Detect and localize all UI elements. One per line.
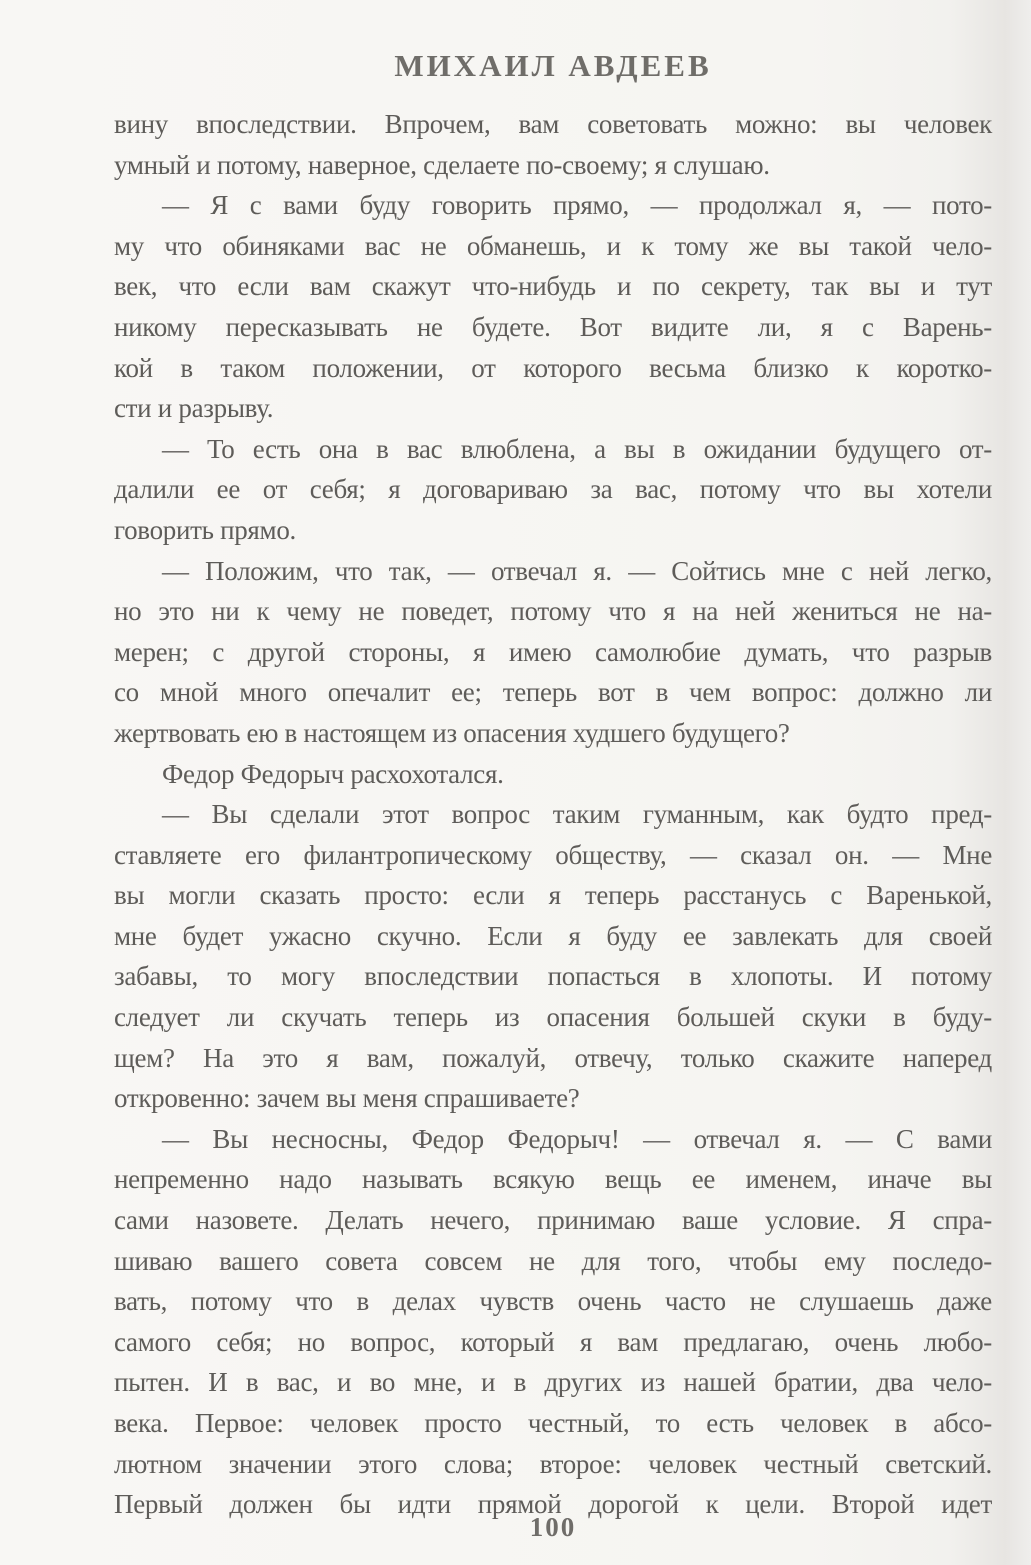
text-line: самого себя; но вопрос, который я вам предлагаю, очень любо- bbox=[114, 1326, 992, 1357]
text-line: мерен; с другой стороны, я имею самолюбие думать, что разрыв bbox=[114, 636, 992, 667]
text-line: со мной много опечалит ее; теперь вот в чем вопрос: должно ли bbox=[114, 677, 992, 708]
text-line: вину впоследствии. Впрочем, вам советовать можно: вы человек bbox=[114, 109, 992, 139]
text-line: Федор Федорыч расхохотался. bbox=[162, 758, 504, 789]
text-line: пытен. И в вас, и во мне, и в других из нашей братии, два чело- bbox=[114, 1367, 992, 1398]
text-line: лютном значении этого слова; второе: человек честный светский. bbox=[114, 1448, 992, 1479]
text-line: жертвовать ею в настоящем из опасения худшего будущего? bbox=[114, 717, 790, 748]
text-line: века. Первое: человек просто честный, то есть человек в абсо- bbox=[114, 1408, 992, 1438]
text-line: ставляете его филантропическому обществу, — сказал он. — Мне bbox=[114, 839, 992, 870]
text-line: забавы, то могу впоследствии попасться в хлопоты. И потому bbox=[114, 961, 992, 992]
text-column bbox=[114, 0, 992, 1565]
text-line: говорить прямо. bbox=[114, 514, 296, 545]
text-line: но это ни к чему не поведет, потому что я на ней жениться не на- bbox=[114, 596, 992, 627]
text-line: — То есть она в вас влюблена, а вы в ожидании будущего от- bbox=[162, 433, 992, 464]
text-line: — Я с вами буду говорить прямо, — продолжал я, — пото- bbox=[162, 190, 992, 221]
text-line: Первый должен бы идти прямой дорогой к цели. Второй идет bbox=[114, 1489, 992, 1520]
text-line: щем? На это я вам, пожалуй, отвечу, только скажите наперед bbox=[114, 1042, 992, 1073]
body-text bbox=[114, 104, 992, 1525]
text-line: непременно надо называть всякую вещь ее именем, иначе вы bbox=[114, 1164, 992, 1195]
text-line: — Вы сделали этот вопрос таким гуманным, как будто пред- bbox=[162, 799, 992, 830]
text-line: следует ли скучать теперь из опасения большей скуки в буду- bbox=[114, 1002, 992, 1033]
text-line: откровенно: зачем вы меня спрашиваете? bbox=[114, 1083, 580, 1114]
text-line: сами назовете. Делать нечего, принимаю ваше условие. Я спра- bbox=[114, 1205, 992, 1236]
text-line: сти и разрыву. bbox=[114, 393, 274, 424]
text-line: — Положим, что так, — отвечал я. — Сойтись мне с ней легко, bbox=[162, 555, 992, 586]
text-line: мне будет ужасно скучно. Если я буду ее завлекать для своей bbox=[114, 920, 992, 951]
text-line: му что обиняками вас не обманешь, и к тому же вы такой чело- bbox=[114, 230, 992, 261]
text-line: шиваю вашего совета совсем не для того, чтобы ему последо- bbox=[114, 1245, 992, 1276]
text-line: вы могли сказать просто: если я теперь расстанусь с Варенькой, bbox=[114, 880, 992, 911]
running-header: МИХАИЛ АВДЕЕВ bbox=[394, 48, 712, 83]
text-line: вать, потому что в делах чувств очень часто не слушаешь даже bbox=[114, 1286, 992, 1317]
page-number: 100 bbox=[529, 1512, 577, 1542]
text-line: никому пересказывать не будете. Вот видите ли, я с Варень- bbox=[114, 311, 992, 342]
text-line: далили ее от себя; я договариваю за вас, потому что вы хотели bbox=[114, 474, 992, 505]
text-line: век, что если вам скажут что-нибудь и по секрету, так вы и тут bbox=[114, 271, 992, 302]
text-line: кой в таком положении, от которого весьма близко к коротко- bbox=[114, 352, 992, 383]
text-line: — Вы несносны, Федор Федорыч! — отвечал я. — С вами bbox=[162, 1123, 992, 1154]
text-line: умный и потому, наверное, сделаете по-своему; я слушаю. bbox=[114, 149, 770, 180]
